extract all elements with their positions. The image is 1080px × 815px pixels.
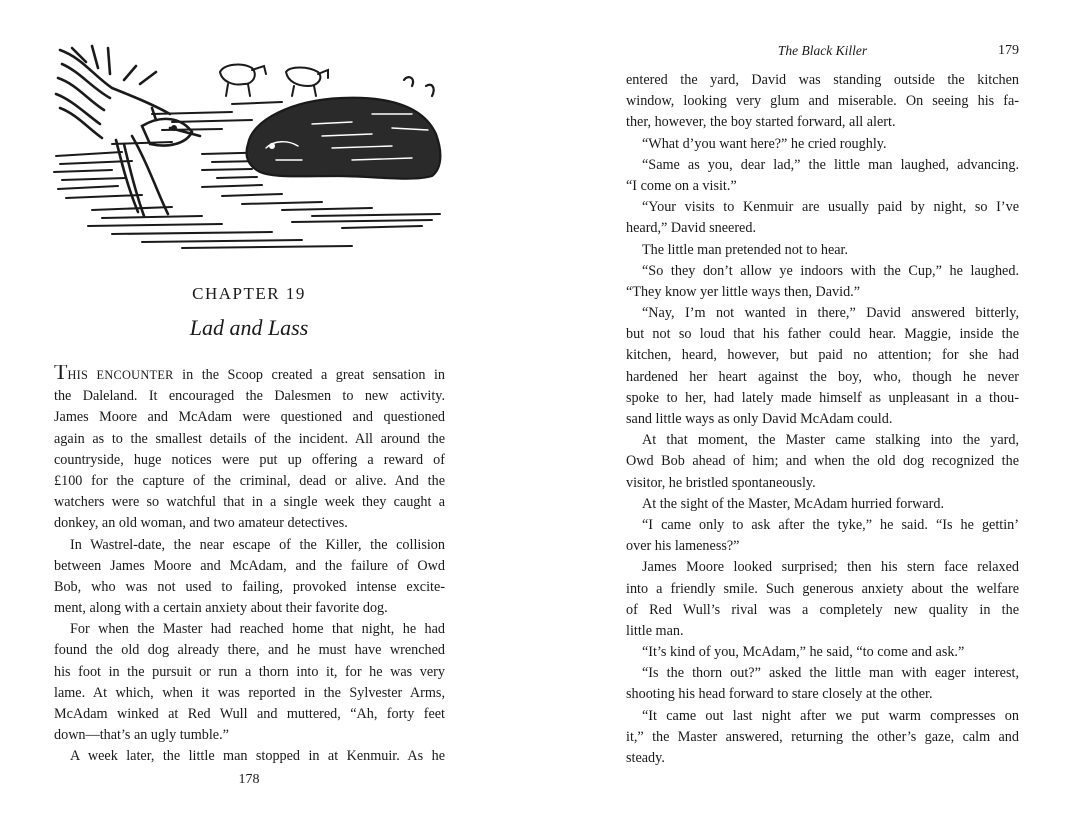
text-line: into a friendly smile. Such generous anxiety about the welfare (626, 580, 1019, 597)
text-line: hardened her heart against the boy, who, though he never (626, 368, 1019, 385)
text-line: window, looking very glum and miserable. On seeing his fa- (626, 93, 1019, 110)
text-line: “So they don’t allow ye indoors with the Cup,” he laughed. (642, 262, 1019, 279)
text-line: found the old dog already there, and he must have wrenched (54, 642, 445, 659)
text-line: At the sight of the Master, McAdam hurried forward. (642, 495, 945, 512)
small-caps-opening: HIS ENCOUNTER (67, 368, 174, 382)
text-line: “I came only to ask after the tyke,” he said. “Is he gettin’ (642, 516, 1019, 533)
chapter-title: Lad and Lass (189, 315, 309, 340)
text-line: sand little ways as only David McAdam could. (626, 411, 893, 427)
text-line: “It came out last night after we put warm compresses on (642, 707, 1019, 724)
text-line: The little man pretended not to hear. (642, 241, 849, 258)
illustration (52, 44, 444, 262)
pig-figure (247, 77, 441, 179)
text-line: “I come on a visit.” (626, 177, 737, 194)
text-line: entered the yard, David was standing outside the kitchen (626, 72, 1019, 88)
text-line: “Same as you, dear lad,” the little man laughed, advancing. (642, 156, 1019, 173)
text-line: heard,” David sneered. (626, 220, 756, 237)
text-line: it,” the Master answered, returning the other’s gaze, calm and (626, 728, 1019, 745)
text-line: “Your visits to Kenmuir are usually paid by night, so I’ve (642, 199, 1019, 216)
text-line: “Is the thorn out?” asked the little man with eager interest, (642, 665, 1019, 682)
text-line: little man. (626, 622, 684, 639)
text-line: “Nay, I’m not wanted in there,” David answered bitterly, (642, 305, 1019, 322)
running-head-title: The Black Killer (777, 43, 868, 58)
text-line: McAdam winked at Red Wull and muttered, “Ah, forty feet (54, 706, 445, 722)
page-number: 179 (998, 43, 1019, 58)
text-line: the Daleland. It encouraged the Dalesmen to new activity. (54, 388, 445, 405)
text-line: THIS ENCOUNTER in the Scoop created a great sensation in (54, 365, 445, 386)
left-page-text (54, 365, 445, 768)
text-line: donkey, an old woman, and two amateur detectives. (54, 515, 348, 532)
text-line: Owd Bob ahead of him; and when the old dog recognized the (626, 453, 1019, 470)
text-line: but not so loud that his father could hear. Maggie, inside the (626, 326, 1019, 343)
sheep-figures (220, 65, 328, 96)
text-line: between James Moore and McAdam, and the failure of Owd (54, 557, 445, 574)
text-line: countryside, huge notices were put up offering a reward of (54, 451, 445, 468)
page-number: 178 (238, 772, 260, 787)
text-line: of Red Wull’s rival was a completely new quality in the (626, 601, 1019, 618)
right-page (540, 0, 1080, 815)
text-line: Bob, who was not used to failing, provoked intense excite- (54, 578, 445, 595)
text-line: again as to the smallest details of the incident. All around the (54, 430, 445, 447)
right-page-text (626, 70, 1019, 769)
text-line: kitchen, heard, however, but paid no attention; for she had (626, 347, 1019, 364)
text-line: “It’s kind of you, McAdam,” he said, “to come and ask.” (642, 644, 965, 661)
text-line: In Wastrel-date, the near escape of the Killer, the collision (70, 536, 445, 553)
text-line: “What d’you want here?” he cried roughly. (642, 135, 887, 152)
text-line: ther, however, the boy started forward, all alert. (626, 114, 896, 131)
chapter-number: CHAPTER 19 (192, 284, 306, 303)
text-line: lame. At which, when it was reported in the Sylvester Arms, (54, 684, 445, 701)
text-line: his foot in the pursuit or run a thorn into it, for he was very (54, 663, 445, 680)
text-line: At that moment, the Master came stalking into the yard, (642, 432, 1019, 449)
text-line: £100 for the capture of the criminal, dead or alive. And the (54, 472, 445, 489)
text-line: over his lameness?” (626, 538, 740, 555)
text-line: down—that’s an ugly tumble.” (54, 727, 229, 744)
text-line: James Moore and McAdam were questioned and questioned (54, 409, 445, 426)
text-line: James Moore looked surprised; then his stern face relaxed (642, 559, 1019, 576)
text-line: shooting his head forward to stare closely at the other. (626, 686, 933, 703)
drop-cap: T (54, 365, 68, 384)
text-line: For when the Master had reached home that night, he had (70, 621, 445, 638)
text-line: steady. (626, 750, 665, 766)
dog-figure (56, 46, 200, 216)
text-line: visitor, he bristled spontaneously. (626, 474, 816, 491)
running-head (626, 43, 1019, 63)
text-line: “They know yer little ways then, David.” (626, 283, 861, 300)
text-line: spoke to her, had lately made himself as unpleasant in a thou- (626, 389, 1019, 406)
text-line: ment, along with a certain anxiety about their favorite dog. (54, 600, 388, 617)
text-line: A week later, the little man stopped in at Kenmuir. As he (70, 748, 445, 765)
text-line: watchers were so watchful that in a single week they caught a (54, 494, 445, 511)
